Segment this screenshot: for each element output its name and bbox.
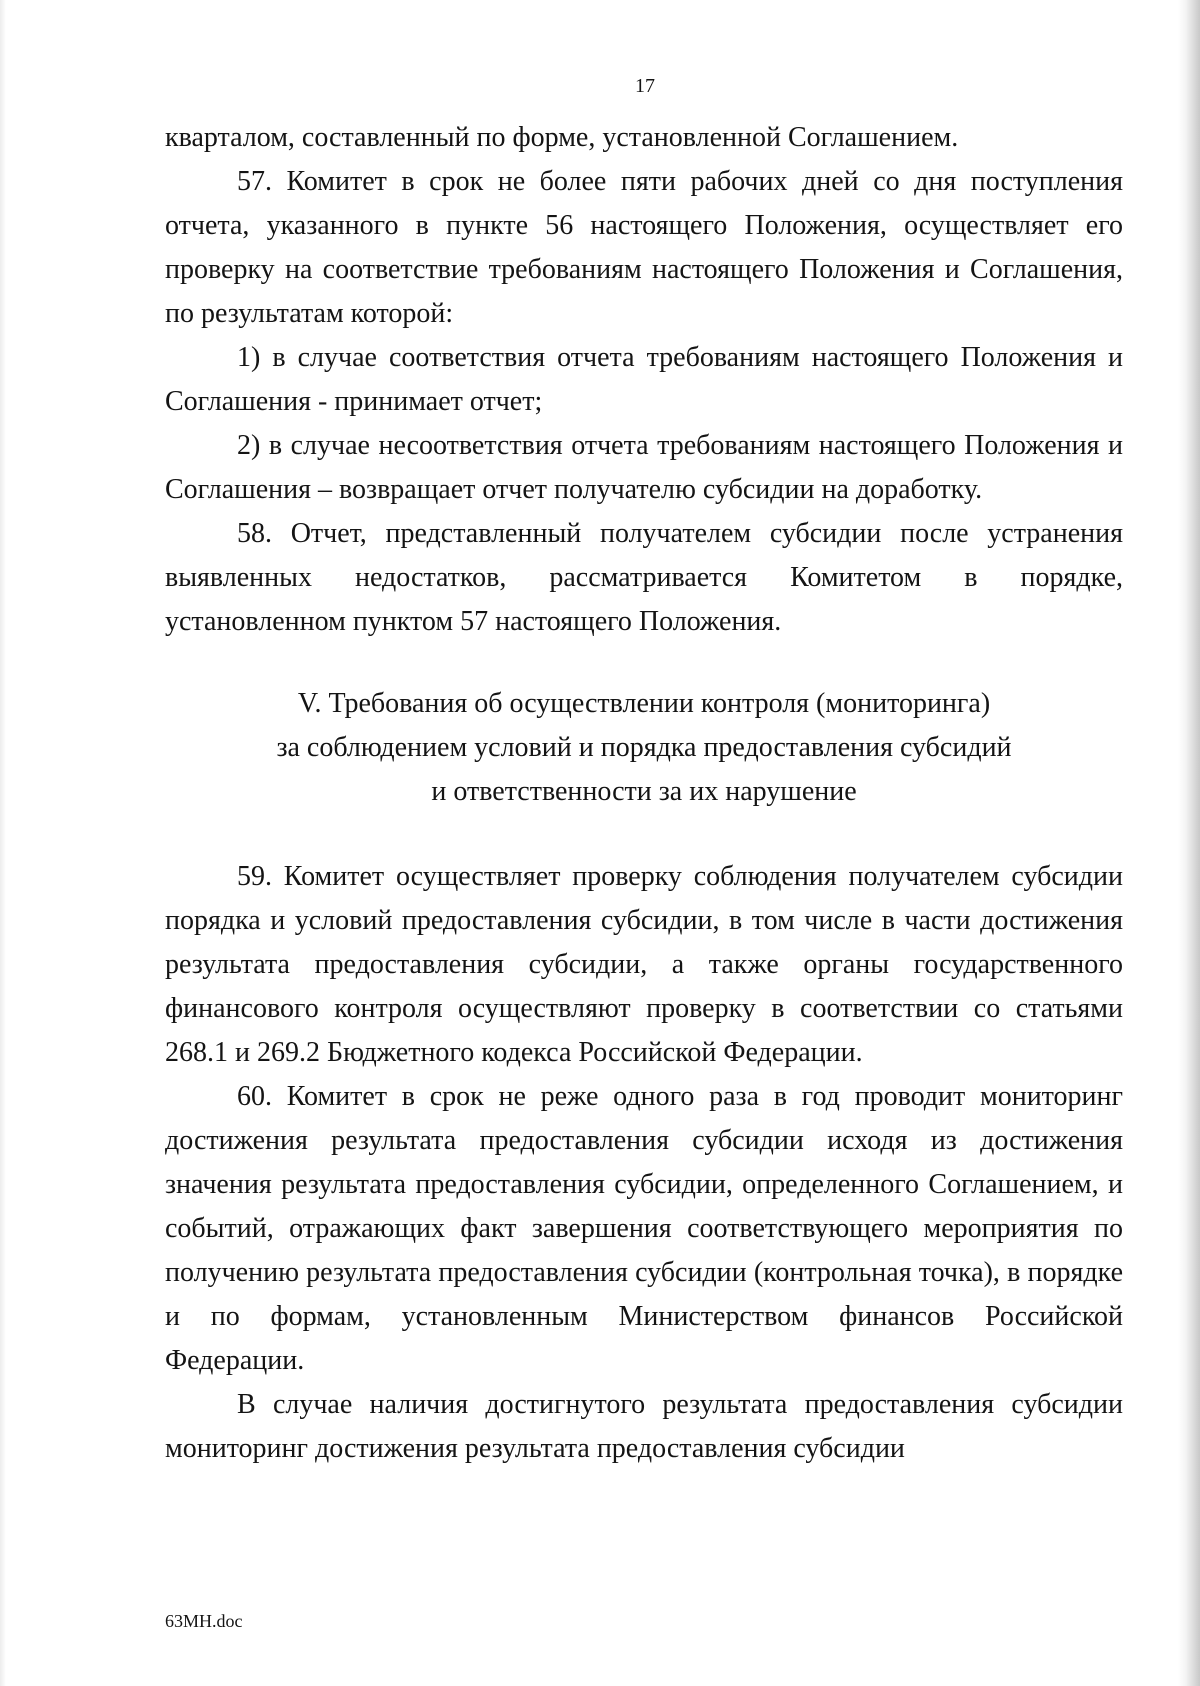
section-heading xyxy=(165,682,1123,814)
scan-left-edge xyxy=(0,0,6,1686)
document-body xyxy=(165,116,1123,1471)
footer-filename: 63МН.doc xyxy=(165,1611,243,1631)
paragraph-59: 59. Комитет осуществляет проверку соблюдения получателем субсидии порядка и условий предоставления субсидии, в том числе в части достижения результата предоставления субсидии, а также органы государственного финансового контроля осуществляют проверку в соответствии со статьями 268.1 и 269.2 Бюджетного кодекса Российской Федерации. xyxy=(165,861,1123,1068)
scan-right-edge xyxy=(1178,0,1200,1686)
paragraph-57: 57. Комитет в срок не более пяти рабочих дней со дня поступления отчета, указанного в пункте 56 настоящего Положения, осуществляет его проверку на соответствие требованиям настоящего Положения и Соглашения, по результатам которой: xyxy=(165,166,1123,329)
paragraph-60: 60. Комитет в срок не реже одного раза в год проводит мониторинг достижения результата предоставления субсидии исходя из достижения значения результата предоставления субсидии, определенного Соглашением, и событий, отражающих факт завершения соответствующего мероприятия по получению результата предоставления субсидии (контрольная точка), в порядке и по формам, установленным Министерством финансов Российской Федерации. xyxy=(165,1081,1123,1376)
section-heading-line-2: за соблюдением условий и порядка предоставления субсидий xyxy=(276,732,1012,763)
paragraph-57-item-1: 1) в случае соответствия отчета требованиям настоящего Положения и Соглашения - принимает отчет; xyxy=(165,342,1123,417)
paragraph-58: 58. Отчет, представленный получателем субсидии после устранения выявленных недостатков, рассматривается Комитетом в порядке, установленном пунктом 57 настоящего Положения. xyxy=(165,518,1123,637)
paragraph-continuation: кварталом, составленный по форме, установленной Соглашением. xyxy=(165,122,959,153)
section-heading-line-1: V. Требования об осуществлении контроля (мониторинга) xyxy=(297,688,991,719)
paragraph-57-item-2: 2) в случае несоответствия отчета требованиям настоящего Положения и Соглашения – возвращает отчет получателю субсидии на доработку. xyxy=(165,430,1123,505)
section-heading-line-3: и ответственности за их нарушение xyxy=(431,776,857,807)
paragraph-60-continuation: В случае наличия достигнутого результата предоставления субсидии мониторинг достижения результата предоставления субсидии xyxy=(165,1389,1123,1464)
page-number: 17 xyxy=(635,75,655,97)
